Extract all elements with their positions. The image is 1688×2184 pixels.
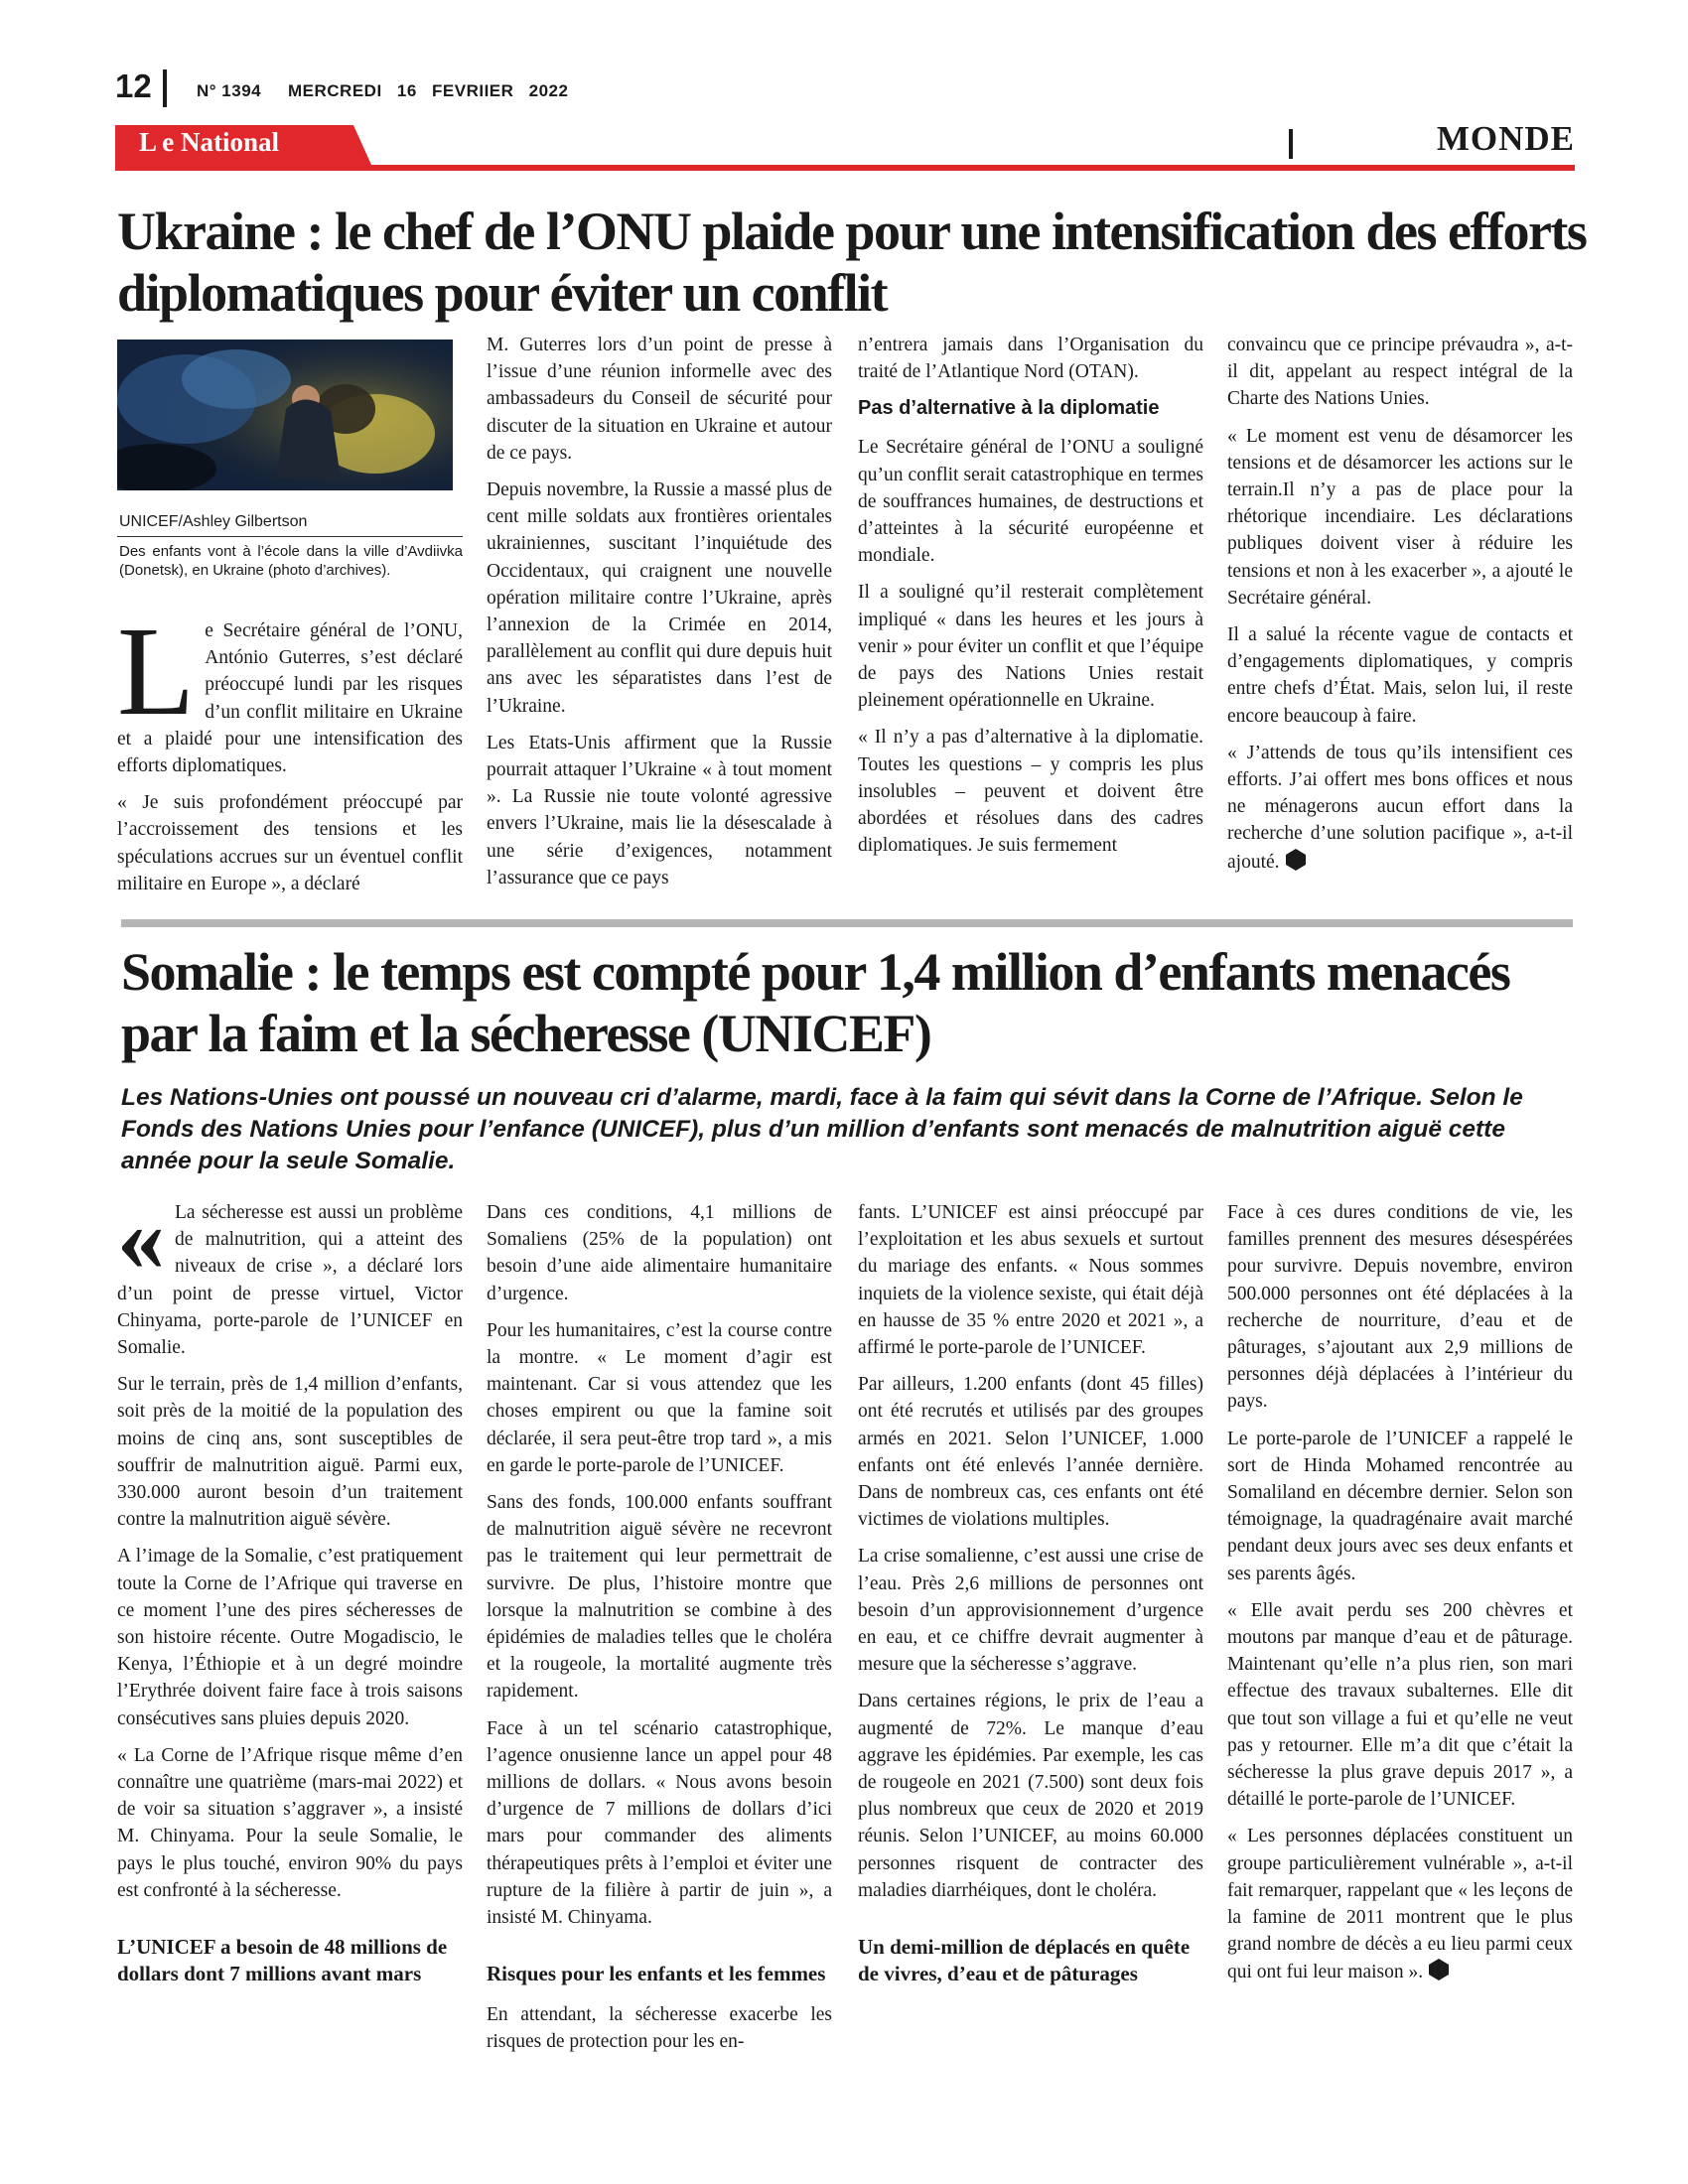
article2-lede: Les Nations-Unies ont poussé un nouveau cri d’alarme, mardi, face à la faim qui sévit dans la Corne de l’Afrique. Selon le Fonds des Nations Unies pour l’enfance (UNICEF), plus d’un million d’enfants sont menacés de malnutrition aiguë cette année pour la seule Somalie. xyxy=(121,1084,1523,1174)
section-label: MONDE xyxy=(1436,119,1575,158)
paragraph: Dans ces conditions, 4,1 millions de Somaliens (25% de la population) ont besoin d’une aide alimentaire humanitaire d’urgence. xyxy=(487,1202,832,1304)
issue-date: MERCREDI 16 FEVRIIER 2022 xyxy=(288,81,569,100)
paragraph: Sans des fonds, 100.000 enfants souffrant de malnutrition aiguë sévère ne recevront pas le traitement qui leur permettrait de survivre. De plus, l’histoire montre que lorsque la malnutrition se combine à des épidémies de maladies telles que le choléra et la rougeole, la mortalité augmente très rapidement. xyxy=(487,1492,832,1703)
issue-number: N° 1394 xyxy=(197,81,262,100)
article1-col1 xyxy=(117,601,463,907)
paragraph: La crise somalienne, c’est aussi une crise de l’eau. Près 2,6 millions de personnes ont besoin d’un approvisionnement d’urgence en eau, et ce chiffre devrait augmenter à mesure que la sécheresse s’aggrave. xyxy=(858,1546,1203,1676)
paragraph: n’entrera jamais dans l’Organisation du traité de l’Atlantique Nord (OTAN). xyxy=(858,335,1203,383)
paragraph: fants. L’UNICEF est ainsi préoccupé par l’exploitation et les abus sexuels et surtout du mariage des enfants. « Nous sommes inquiets de la violence sexiste, qui était déjà en hausse de 35 % entre 2020 et 2021 », a affirmé le porte-parole de l’UNICEF. xyxy=(858,1202,1203,1359)
photo-credit: UNICEF/Ashley Gilbertson xyxy=(119,513,308,530)
paragraph: « Le moment est venu de désamorcer les tensions et de désamorcer les actions sur le terrain.Il n’y a pas de place pour la rhétorique incendiaire. Les déclarations publiques doivent viser à réduire les tensions et non à les exacerber », a ajouté le Secrétaire général. xyxy=(1227,425,1573,609)
paragraph: « J’attends de tous qu’ils intensifient ces efforts. J’ai offert mes bons offices et nous ne ménagerons aucun effort dans la recherche d’une solution pacifique », a-t-il ajouté. xyxy=(1227,742,1573,873)
paragraph: Par ailleurs, 1.200 enfants (dont 45 filles) ont été recrutés et utilisés par des groupes armés en 2021. Selon l’UNICEF, 1.000 enfants ont été enlevés l’année dernière. Dans de nombreux cas, ces enfants ont été victimes de violations multiples. xyxy=(858,1374,1203,1531)
paragraph: Pour les humanitaires, c’est la course contre la montre. « Le moment d’agir est maintenant. Car si vous attendez que les choses empirent ou que la famine soit déclarée, il sera peut-être trop tard », a mis en garde le porte-parole de l’UNICEF. xyxy=(487,1319,832,1476)
paragraph: « Je suis profondément préoccupé par l’accroissement des tensions et les spéculations accrues sur un éventuel conflit militaire en Europe », a déclaré xyxy=(117,792,463,894)
header-separator xyxy=(163,69,167,107)
quote-mark: « xyxy=(117,1184,165,1291)
drop-cap: L xyxy=(117,601,196,742)
paragraph: Il a souligné qu’il resterait complètement impliqué « dans les heures et les jours à venir » pour éviter un conflit et que l’équipe de pays des Nations Unies restait pleinement opérationnelle en Ukraine. xyxy=(858,582,1203,712)
article1-photo xyxy=(117,340,453,490)
paragraph: « Elle avait perdu ses 200 chèvres et moutons par manque d’eau et de pâturage. Maintenant qu’elle n’a plus rien, son mari effectue des travaux subalternes. Elle dit que tout son village a fui et qu’elle ne veut pas y retourner. Elle m’a dit que c’était la sécheresse la plus grave depuis 2017 », a détaillé le porte-parole de l’UNICEF. xyxy=(1227,1599,1573,1811)
paragraph: « Il n’y a pas d’alternative à la diplomatie. Toutes les questions – y compris les plus insolubles – peuvent et doivent être abordées et résolues dans des cadres diplomatiques. Je suis fermement xyxy=(858,727,1203,857)
header-rule xyxy=(115,165,1575,171)
paragraph: Le Secrétaire général de l’ONU, António Guterres, s’est déclaré préoccupé lundi par les risques d’un conflit militaire en Ukraine et a plaidé pour une intensification des efforts diplomatiques. xyxy=(117,601,463,777)
article1-subhead: Pas d’alternative à la diplomatie xyxy=(858,397,1160,420)
brand-name: L e National xyxy=(139,127,280,157)
paragraph: « Les personnes déplacées constituent un groupe particulièrement vulnérable », a-t-il fait remarquer, rappelant que « les leçons de la famine de 2011 montrent que le plus grand nombre de décès a eu lieu parmi ceux qui ont fui leur maison ». xyxy=(1227,1826,1573,1983)
paragraph: M. Guterres lors d’un point de presse à l’issue d’une réunion informelle avec des ambassadeurs du Conseil de sécurité pour discuter de la situation en Ukraine et autour de ce pays. xyxy=(487,335,832,464)
article1-col4 xyxy=(1227,332,1573,886)
article2-col4 xyxy=(1227,1199,1573,1996)
caption-rule xyxy=(117,536,463,537)
article2-headline: Somalie : le temps est compté pour 1,4 million d’enfants menacés par la faim et la sécheresse (UNICEF) xyxy=(121,942,1510,1063)
section-separator xyxy=(1289,129,1293,159)
paragraph: Le porte-parole de l’UNICEF a rappelé le sort de Hinda Mohamed rencontrée au Somaliland en décembre dernier. Selon son témoignage, la quadragénaire avait marché pendant deux jours avec ses deux enfants et ses parents âgés. xyxy=(1227,1428,1573,1584)
paragraph: « La sécheresse est aussi un problème de malnutrition, qui a atteint des niveaux de crise », a déclaré lors d’un point de presse virtuel, Victor Chinyama, porte-parole de l’UNICEF en Somalie. xyxy=(117,1184,463,1359)
article1-headline: Ukraine : le chef de l’ONU plaide pour une intensification des efforts diplomatiques pour éviter un conflit xyxy=(117,202,1587,323)
paragraph: Face à ces dures conditions de vie, les familles prennent des mesures désespérées pour survivre. Depuis novembre, environ 500.000 personnes ont été déplacées à la recherche de nourriture, d’eau et de pâturages, s’ajoutant aux 2,9 millions de personnes déjà déplacées à l’intérieur du pays. xyxy=(1227,1202,1573,1413)
article2-subhead-risks: Risques pour les enfants et les femmes xyxy=(487,1962,826,1986)
hexagon-end-icon xyxy=(1284,848,1308,872)
page-number: 12 xyxy=(115,68,152,104)
paragraph: convaincu que ce principe prévaudra », a-t-il dit, appelant au respect intégral de la Charte des Nations Unies. xyxy=(1227,335,1573,410)
article2-col2 xyxy=(487,1199,832,2066)
article1-col2 xyxy=(487,332,832,901)
paragraph: « La Corne de l’Afrique risque même d’en connaître une quatrième (mars-mai 2022) et de voir sa situation s’aggraver », a insisté M. Chinyama. Pour la seule Somalie, le pays le plus touché, environ 90% du pays est confronté à la sécheresse. xyxy=(117,1744,463,1901)
article2-col1 xyxy=(117,1184,463,2001)
paragraph: Face à un tel scénario catastrophique, l’agence onusienne lance un appel pour 48 millions de dollars. « Nous avons besoin d’urgence de 7 millions de dollars d’ici mars pour commander des aliments thérapeutiques prêts à l’emploi et éviter une rupture de la filière à partir de juin », a insisté M. Chinyama. xyxy=(487,1717,832,1929)
article2-col3 xyxy=(858,1199,1203,2001)
paragraph: Il a salué la récente vague de contacts et d’engagements diplomatiques, y compris entre chefs d’État. Mais, selon lui, il reste encore beaucoup à faire. xyxy=(1227,624,1573,727)
article-divider xyxy=(121,919,1573,927)
article2-subhead-funding: L’UNICEF a besoin de 48 millions de dollars dont 7 millions avant mars xyxy=(117,1935,448,1986)
article2-subhead-displaced: Un demi-million de déplacés en quête de vivres, d’eau et de pâturages xyxy=(858,1935,1191,1986)
paragraph: En attendant, la sécheresse exacerbe les risques de protection pour les en- xyxy=(487,2004,832,2053)
hexagon-end-icon xyxy=(1427,1958,1451,1981)
paragraph: Sur le terrain, près de 1,4 million d’enfants, soit près de la moitié de la population des moins de cinq ans, sont susceptibles de souffrir de malnutrition aiguë. Parmi eux, 330.000 auront besoin d’un traitement contre la malnutrition aiguë sévère. xyxy=(117,1374,463,1531)
article1-col3 xyxy=(858,332,1203,869)
paragraph: Les Etats-Unis affirment que la Russie pourrait attaquer l’Ukraine « à tout moment ». La Russie nie toute volonté agressive envers l’Ukraine, mais lie la désescalade à une série d’exigences, notamment l’assurance que ce pays xyxy=(487,732,832,888)
photo-caption: Des enfants vont à l’école dans la ville d’Avdiivka (Donetsk), en Ukraine (photo d’archives). xyxy=(119,543,463,579)
paragraph: Dans certaines régions, le prix de l’eau a augmenté de 72%. Le manque d’eau aggrave les épidémies. Par exemple, les cas de rougeole en 2021 (7.500) sont deux fois plus nombreux que ceux de 2020 et 2019 réunis. Selon l’UNICEF, au moins 60.000 personnes risquent de contracter des maladies diarrhéiques, dont le choléra. xyxy=(858,1691,1203,1901)
paragraph: Le Secrétaire général de l’ONU a souligné qu’un conflit serait catastrophique en termes de souffrances humaines, de destructions et d’atteintes à la sécurité européenne et mondiale. xyxy=(858,437,1203,567)
paragraph: Depuis novembre, la Russie a massé plus de cent mille soldats aux frontières orientales ukrainiennes, suscitant l’inquiétude des Occidentaux, qui craignent une nouvelle opération militaire contre l’Ukraine, après l’annexion de la Crimée en 2014, parallèlement au conflit qui dure depuis huit ans avec les séparatistes dans l’est de l’Ukraine. xyxy=(487,479,832,717)
children-photo xyxy=(117,340,453,490)
paragraph: A l’image de la Somalie, c’est pratiquement toute la Corne de l’Afrique qui traverse en ce moment l’une des pires sécheresses de son histoire récente. Outre Mogadiscio, le Kenya, l’Éthiopie et à un degré moindre l’Erythrée doivent faire face à trois saisons consécutives sans pluies depuis 2020. xyxy=(117,1546,463,1729)
